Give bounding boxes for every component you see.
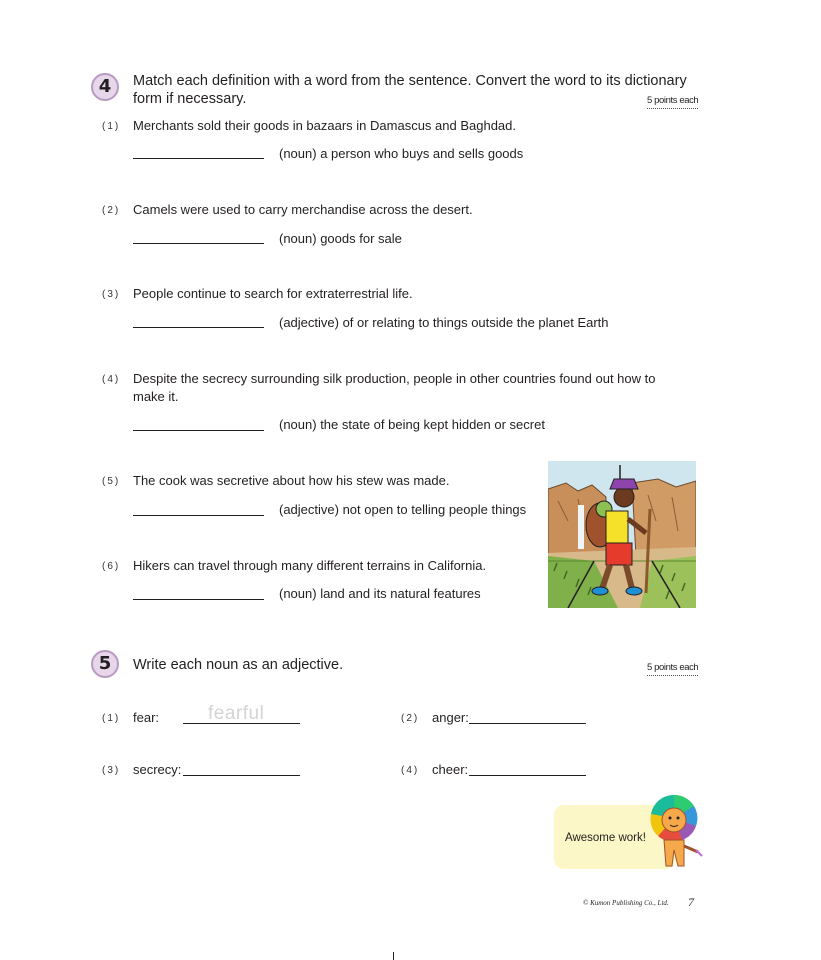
section-4-number: 4	[91, 73, 119, 101]
answer-blank[interactable]	[133, 243, 264, 244]
copyright: © Kumon Publishing Co., Ltd.	[583, 899, 669, 907]
section-5-instruction: Write each noun as an adjective.	[133, 657, 344, 673]
answer-blank[interactable]	[133, 327, 264, 328]
item-number: (4)	[102, 374, 121, 385]
answer-blank[interactable]	[183, 775, 300, 776]
section-4-instruction: Match each definition with a word from the sentence. Convert the word to its dictionary form if necessary.	[133, 73, 687, 107]
item-number: (4)	[401, 765, 420, 776]
answer-blank[interactable]	[469, 775, 586, 776]
sample-answer: fearful	[208, 703, 265, 724]
lion-mascot-icon	[648, 794, 704, 880]
answer-blank[interactable]	[469, 723, 586, 724]
item-label: cheer:	[432, 762, 469, 777]
item-definition: (adjective) of or relating to things outside the planet Earth	[279, 315, 609, 330]
section-5-points: 5 points each	[647, 662, 698, 676]
item-number: (3)	[102, 765, 121, 776]
section-5-number: 5	[91, 650, 119, 678]
item-sentence: People continue to search for extraterrestrial life.	[133, 286, 413, 301]
item-definition: (adjective) not open to telling people things	[279, 502, 527, 517]
item-definition: (noun) the state of being kept hidden or secret	[279, 417, 545, 432]
item-number: (1)	[102, 121, 121, 132]
crop-mark	[393, 952, 394, 960]
answer-blank[interactable]	[133, 515, 264, 516]
item-sentence: Hikers can travel through many different terrains in California.	[133, 558, 487, 573]
item-label: secrecy:	[133, 762, 182, 777]
item-sentence: Despite the secrecy surrounding silk production, people in other countries found out how to make it.	[133, 371, 656, 404]
bubble-text: Awesome work!	[565, 832, 646, 844]
item-sentence: The cook was secretive about how his stew was made.	[133, 473, 450, 488]
answer-blank[interactable]	[133, 599, 264, 600]
item-number: (2)	[102, 205, 121, 216]
hiker-illustration	[548, 461, 696, 608]
item-sentence: Camels were used to carry merchandise across the desert.	[133, 202, 473, 217]
item-label: fear:	[133, 710, 160, 725]
item-sentence: Merchants sold their goods in bazaars in Damascus and Baghdad.	[133, 118, 516, 133]
item-number: (5)	[102, 476, 121, 487]
item-definition: (noun) land and its natural features	[279, 586, 481, 601]
item-label: anger:	[432, 710, 469, 725]
item-number: (6)	[102, 561, 121, 572]
answer-blank[interactable]	[133, 430, 264, 431]
item-number: (3)	[102, 289, 121, 300]
page-number: 7	[688, 895, 694, 909]
item-number: (1)	[102, 713, 121, 724]
answer-blank[interactable]	[133, 158, 264, 159]
answer-blank[interactable]	[183, 723, 300, 724]
section-4-points: 5 points each	[647, 95, 698, 109]
item-definition: (noun) goods for sale	[279, 231, 402, 246]
item-definition: (noun) a person who buys and sells goods	[279, 146, 524, 161]
item-number: (2)	[401, 713, 420, 724]
